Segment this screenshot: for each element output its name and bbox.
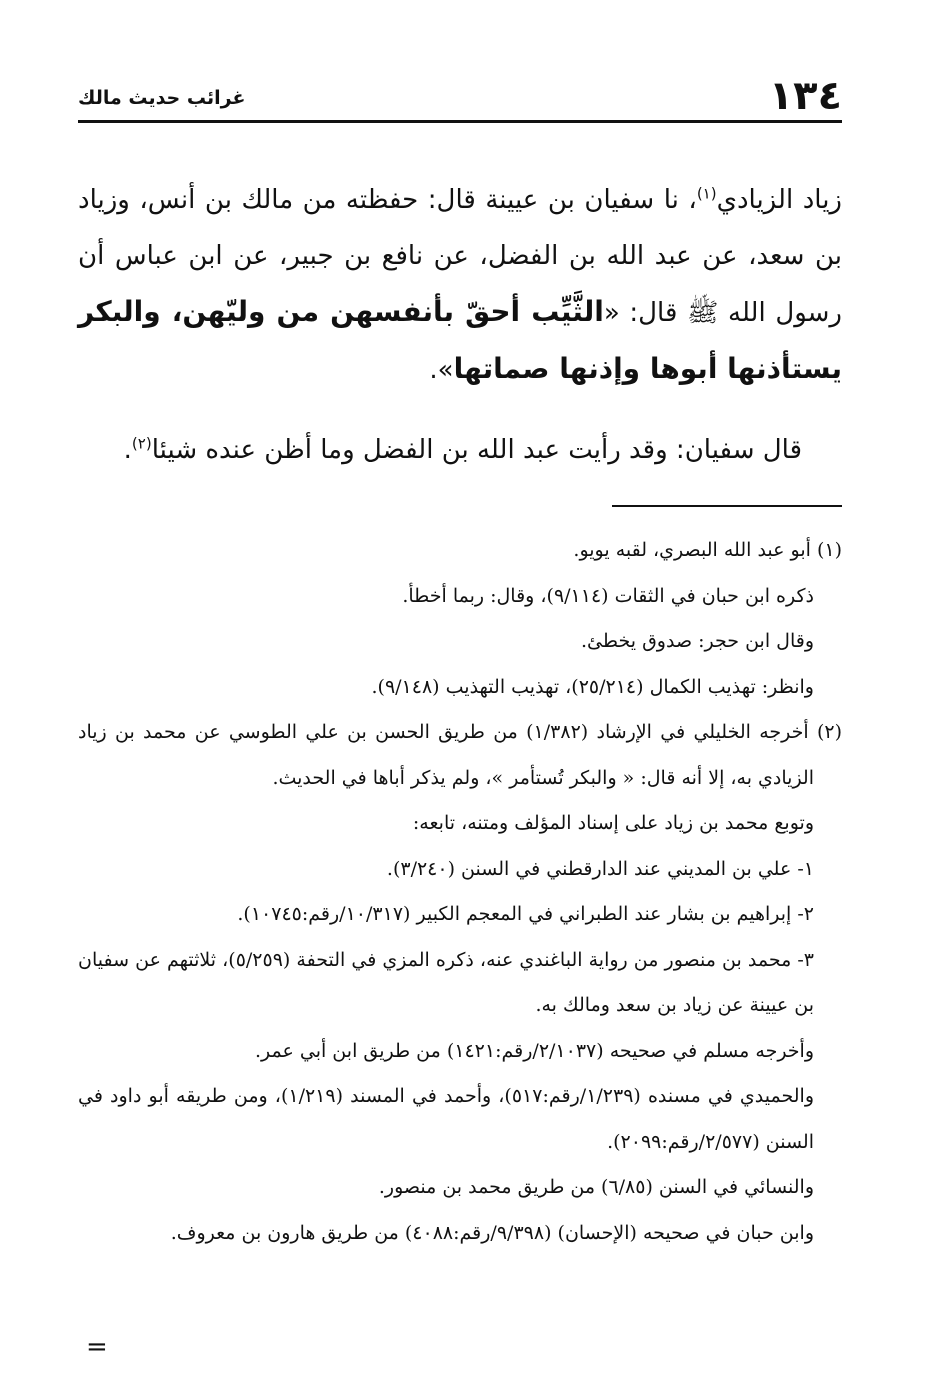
hadith-text: الثَّيِّب أحقّ بأنفسهن من وليّهن، والبكر يستأذنها أبوها وإذنها صماتها (78, 295, 842, 385)
footnote-line: وأخرجه مسلم في صحيحه (٢/١٠٣٧/رقم:١٤٢١) من طريق ابن أبي عمر. (254, 1039, 814, 1062)
footnote-line: ١- علي بن المديني عند الدارقطني في السنن (٣/٢٤٠). (386, 857, 814, 880)
footnote-line: ٢- إبراهيم بن بشار عند الطبراني في المعجم الكبير (١٠/٣١٧/رقم:١٠٧٤٥). (237, 903, 814, 925)
header-rule (78, 120, 842, 123)
footnote-line: وقال ابن حجر: صدوق يخطئ. (581, 630, 814, 652)
main-text (78, 172, 842, 478)
sufyan-statement: قال سفيان: وقد رأيت عبد الله بن الفضل وما أظن عنده شيئا (151, 435, 802, 465)
running-title: غرائب حديث مالك (78, 87, 246, 109)
statement-end: . (123, 435, 132, 465)
footnote-line: وانظر: تهذيب الكمال (٢٥/٢١٤)، تهذيب التهذيب (٩/١٤٨). (371, 675, 814, 698)
continuation-mark: = (86, 1332, 108, 1362)
main-paragraph-2 (78, 422, 842, 478)
footnote-line: والنسائي في السنن (٦/٨٥) من طريق محمد بن منصور. (378, 1176, 814, 1198)
footnote-ref-1: (١) (696, 184, 717, 203)
footnote-separator (612, 505, 842, 507)
footnote-line: ٣- محمد بن منصور من رواية الباغندي عنه، ذكره المزي في التحفة (٥/٢٥٩)، ثلاثتهم عن سفيان بن عيينة عن زياد بن سعد ومالك به. (78, 948, 814, 1016)
footnote-line: (١) أبو عبد الله البصري، لقبه يويو. (573, 539, 842, 561)
page-number: ١٣٤ (768, 73, 842, 119)
isnad-text: ، نا سفيان بن عيينة قال: حفظته من مالك بن أنس، وزياد بن سعد، عن عبد الله بن الفضل، عن نافع بن جبير، عن ابن عباس أن رسول الله ﷺ قال: « (78, 185, 842, 328)
footnote-line: والحميدي في مسنده (١/٢٣٩/رقم:٥١٧)، وأحمد في المسند (١/٢١٩)، ومن طريقه أبو داود في السنن (٢/٥٧٧/رقم:٢٠٩٩). (78, 1085, 814, 1153)
footnote-line: وابن حبان في صحيحه (الإحسان) (٩/٣٩٨/رقم:٤٠٨٨) من طريق هارون بن معروف. (170, 1221, 814, 1244)
footnote-line: ذكره ابن حبان في الثقات (٩/١١٤)، وقال: ربما أخطأ. (402, 584, 814, 607)
footnote-ref-2: (٢) (131, 434, 152, 453)
footnote-line: (٢) أخرجه الخليلي في الإرشاد (١/٣٨٢) من طريق الحسن بن علي الطوسي عن محمد بن زياد الزيادي به، إلا أنه قال: « والبكر تُستأمر »، ولم يذكر أباها في الحديث. (78, 721, 842, 789)
page-header (78, 74, 842, 122)
quote-close: ». (429, 355, 454, 385)
footnote-line: وتوبع محمد بن زياد على إسناد المؤلف ومتنه، تابعه: (412, 812, 814, 834)
main-paragraph-1 (78, 172, 842, 398)
footnotes (78, 528, 842, 1256)
narrator-name: زياد الزيادي (716, 185, 842, 215)
